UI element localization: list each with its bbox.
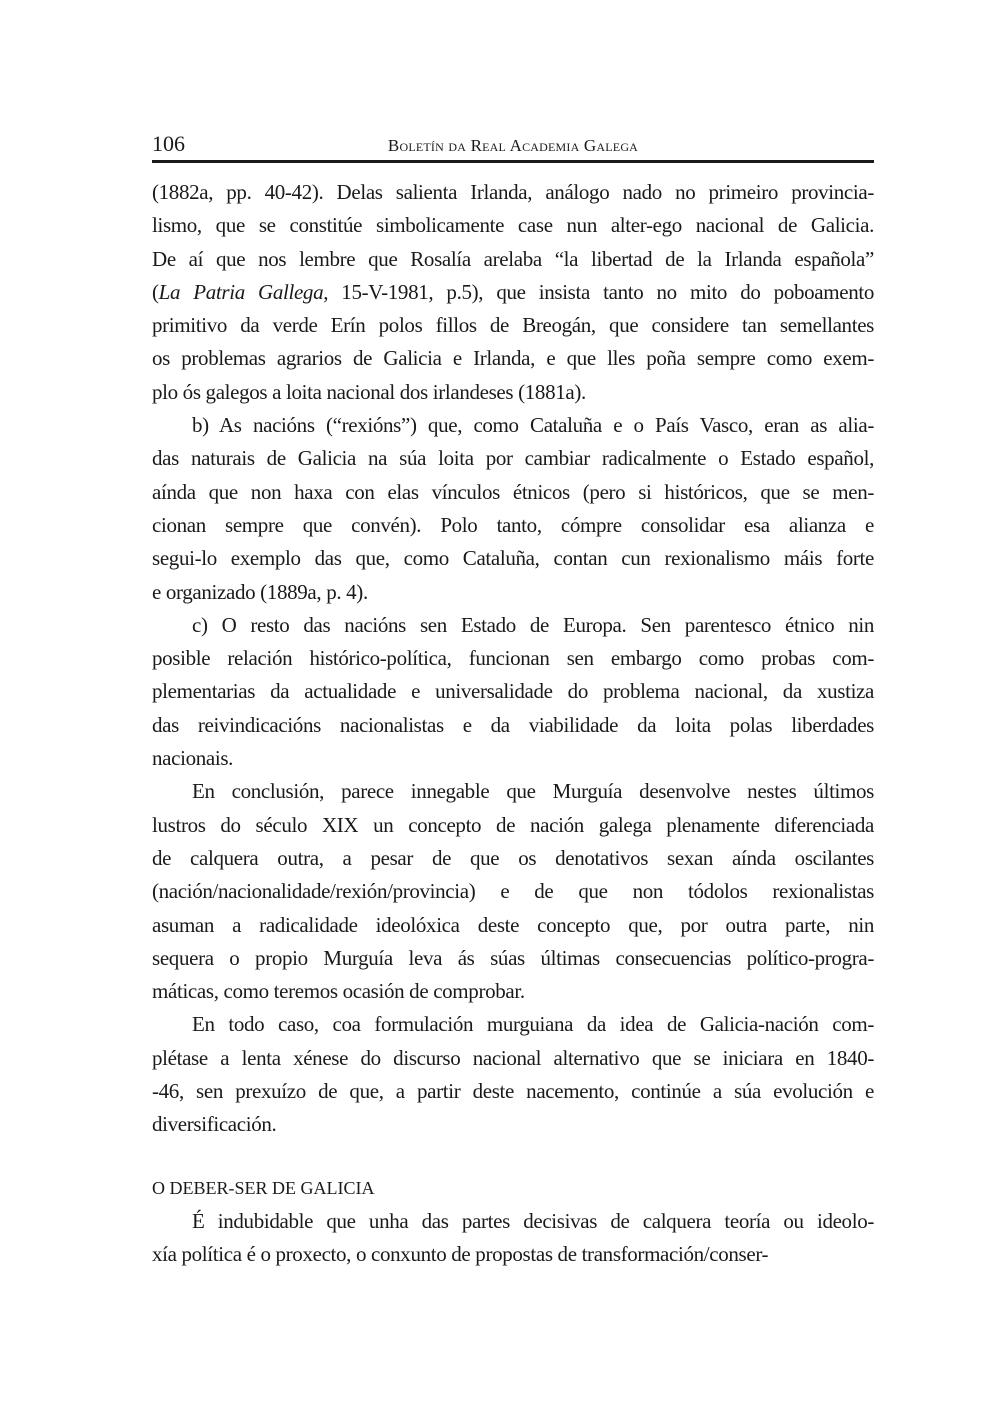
paragraph: [152, 1008, 874, 1141]
citation-title: La Patria Gallega: [158, 279, 324, 304]
body-text: [152, 176, 874, 1272]
text-line: cionan sempre que convén). Polo tanto, cómpre consolidar esa alianza e: [152, 512, 874, 537]
text-line: primitivo da verde Erín polos fillos de Breogán, que considere tan semellantes: [152, 313, 874, 338]
paragraph: [152, 1205, 874, 1272]
text-line: lismo, que se constitúe simbolicamente case nun alter-ego nacional de Galicia.: [152, 213, 874, 238]
text-line: b) As nacións (“rexións”) que, como Cataluña e o País Vasco, eran as alia-: [192, 413, 874, 438]
text-line: (La Patria Gallega, 15-V-1981, p.5), que insista tanto no mito do poboamento: [152, 279, 874, 304]
journal-title: Boletín da Real Academia Galega: [387, 136, 639, 155]
text-line: c) O resto das nacións sen Estado de Europa. Sen parentesco étnico nin: [192, 612, 874, 637]
text-line: diversificación.: [152, 1112, 277, 1137]
paragraph: [152, 409, 874, 609]
text-line: máticas, como teremos ocasión de comprobar.: [152, 979, 525, 1004]
page-number: 106: [152, 131, 185, 156]
text-line: aínda que non haxa con elas vínculos étnicos (pero si históricos, que se men-: [152, 479, 874, 504]
text-line: lustros do século XIX un concepto de nación galega plenamente diferenciada: [152, 812, 874, 837]
paragraph: [152, 176, 874, 409]
paragraph: [152, 775, 874, 1008]
text-line: de calquera outra, a pesar de que os denotativos sexan aínda oscilantes: [152, 845, 874, 870]
text-line: das naturais de Galicia na súa loita por cambiar radicalmente o Estado español,: [152, 446, 874, 471]
text-line: segui-lo exemplo das que, como Cataluña, contan cun rexionalismo máis forte: [152, 546, 874, 571]
text-line: plétase a lenta xénese do discurso nacional alternativo que se iniciara en 1840-: [152, 1045, 874, 1070]
text-line: (1882a, pp. 40-42). Delas salienta Irlanda, análogo nado no primeiro provincia-: [152, 180, 874, 204]
text-line: e organizado (1889a, p. 4).: [152, 579, 368, 604]
text-line: (nación/nacionalidade/rexión/provincia) e de que non tódolos rexionalistas: [152, 879, 874, 904]
text-line: plementarias da actualidade e universalidade do problema nacional, da xustiza: [152, 679, 874, 704]
section-paragraphs: [152, 1205, 874, 1272]
text-line: sequera o propio Murguía leva ás súas últimas consecuencias político-progra-: [152, 945, 874, 970]
main-paragraphs: [152, 176, 874, 1142]
text-line: É indubidable que unha das partes decisivas de calquera teoría ou ideolo-: [192, 1208, 874, 1233]
text-line: De aí que nos lembre que Rosalía arelaba “la libertad de la Irlanda española”: [152, 246, 874, 271]
text-line: plo ós galegos a loita nacional dos irlandeses (1881a).: [152, 379, 586, 404]
text-line: -46, sen prexuízo de que, a partir deste nacemento, continúe a súa evolución e: [152, 1079, 874, 1104]
header-rule: [152, 160, 874, 163]
text-line: posible relación histórico-política, funcionan sen embargo como probas com-: [152, 646, 874, 671]
text-line: os problemas agrarios de Galicia e Irlanda, e que lles poña sempre como exem-: [152, 346, 874, 371]
text-line: asuman a radicalidade ideolóxica deste concepto que, por outra parte, nin: [152, 912, 874, 937]
section-heading: O DEBER-SER DE GALICIA: [152, 1177, 375, 1198]
text-line: das reivindicacións nacionalistas e da viabilidade da loita polas liberdades: [152, 712, 874, 737]
paragraph: [152, 609, 874, 775]
text-line: xía política é o proxecto, o conxunto de propostas de transformación/conser-: [152, 1242, 769, 1267]
text-line: En todo caso, coa formulación murguiana da idea de Galicia-nación com-: [192, 1012, 874, 1037]
running-head: [152, 130, 874, 158]
text-line: nacionais.: [152, 746, 234, 771]
text-line: En conclusión, parece innegable que Murguía desenvolve nestes últimos: [192, 779, 874, 804]
